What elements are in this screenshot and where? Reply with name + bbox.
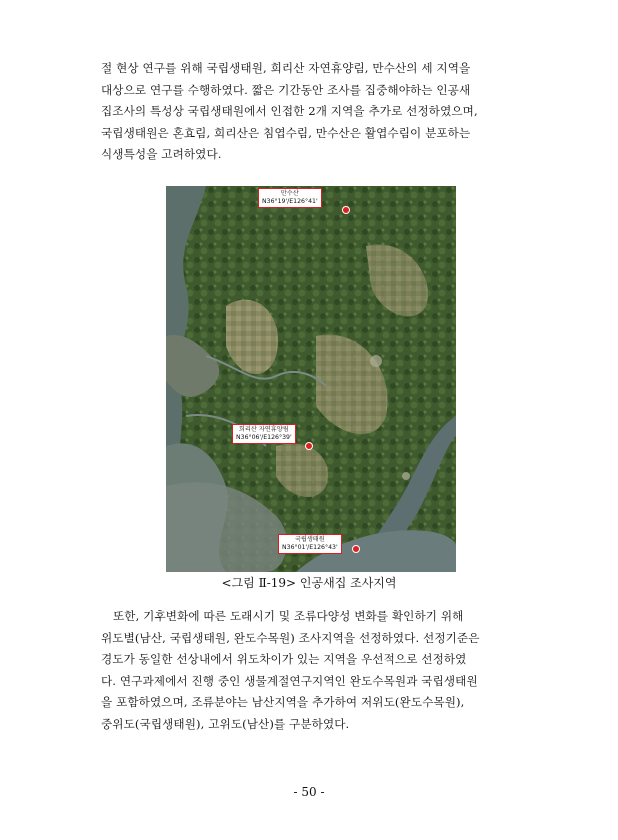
location-name: 희리산 자연휴양림 (238, 426, 289, 433)
location-marker-huirisan (305, 442, 313, 450)
location-marker-ecology-institute (352, 545, 360, 553)
text-line: 중위도(국립생태원), 고위도(남산)를 구분하였다. (101, 716, 350, 731)
text-line: 식생특성을 고려하였다. (101, 147, 222, 162)
page-number: - 50 - (293, 785, 325, 799)
location-label-huirisan (232, 424, 296, 444)
text-line: 또한, 기후변화에 따른 도래시기 및 조류다양성 변화를 확인하기 위해 (113, 609, 464, 623)
text-line: 다. 연구과제에서 진행 중인 생물계절연구지역인 완도수목원과 국립생태원 (101, 673, 478, 688)
figure-caption: <그림 Ⅱ-19> 인공새집 조사지역 (221, 576, 397, 590)
location-name: 국립생태원 (294, 536, 325, 543)
text-line: 국립생태원은 혼효림, 희리산은 침엽수림, 만수산은 활엽수림이 분포하는 (101, 125, 471, 140)
text-line: 집조사의 특성상 국립생태원에서 인접한 2개 지역을 추가로 선정하였으며, (101, 104, 478, 119)
text-line: 절 현상 연구를 위해 국립생태원, 희리산 자연휴양림, 만수산의 세 지역을 (101, 61, 471, 75)
satellite-map-image (166, 186, 456, 572)
satellite-map-figure (166, 186, 456, 572)
location-label-ecology-institute (278, 534, 342, 554)
text-line: 경도가 동일한 선상내에서 위도차이가 있는 지역을 우선적으로 선정하였 (101, 652, 467, 667)
location-marker-mansusan (342, 206, 350, 214)
location-coords: N36°19'/E126°41' (262, 198, 318, 205)
location-name: 만수산 (280, 190, 299, 197)
location-coords: N36°06'/E126°39' (236, 434, 292, 441)
second-paragraph (101, 606, 537, 736)
intro-paragraph (101, 58, 537, 166)
text-line: 위도별(남산, 국립생태원, 완도수목원) 조사지역을 선정하였다. 선정기준은 (101, 630, 480, 645)
location-coords: N36°01'/E126°43' (282, 544, 338, 551)
text-line: 대상으로 연구를 수행하였다. 짧은 기간동안 조사를 집중해야하는 인공새 (101, 82, 471, 97)
text-line: 을 포함하였으며, 조류분야는 남산지역을 추가하여 저위도(완도수목원), (101, 695, 465, 710)
location-label-mansusan (258, 188, 322, 208)
